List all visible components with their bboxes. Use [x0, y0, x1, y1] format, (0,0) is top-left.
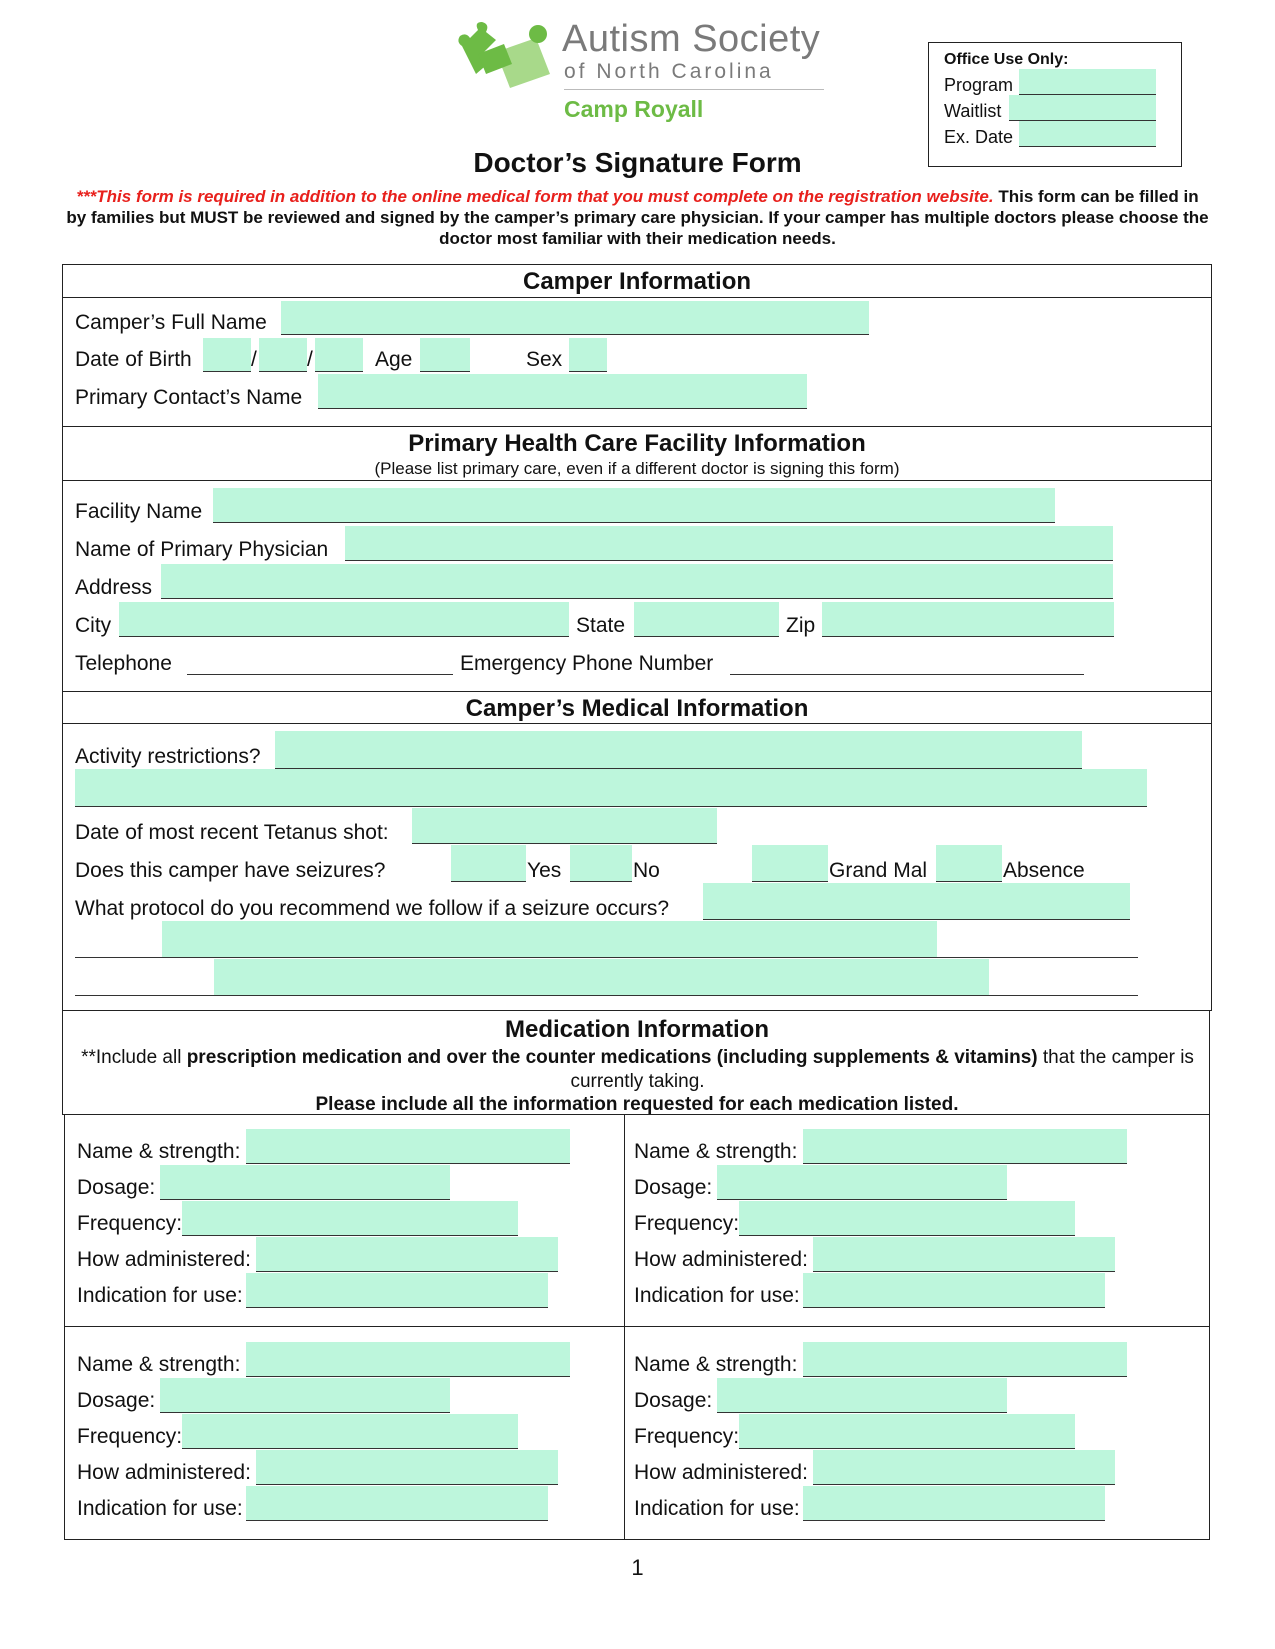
medication-field-input[interactable]	[717, 1378, 1007, 1413]
office-waitlist-field[interactable]	[1009, 95, 1156, 121]
sex-field[interactable]	[569, 338, 607, 372]
medication-field-input[interactable]	[803, 1273, 1105, 1308]
medication-field-label: Name & strength:	[634, 1353, 798, 1376]
medication-field-label: Indication for use:	[634, 1497, 800, 1520]
medication-field-input[interactable]	[717, 1165, 1007, 1200]
telephone-label: Telephone	[75, 652, 172, 675]
medication-field-label: Dosage:	[77, 1176, 156, 1199]
seizures-no-field[interactable]	[570, 845, 632, 882]
medication-field-label: Frequency:	[77, 1425, 183, 1448]
medication-field-label: Indication for use:	[77, 1284, 243, 1307]
medication-heading: Medication Information	[505, 1016, 769, 1043]
grand-mal-field[interactable]	[752, 845, 828, 882]
medication-field-input[interactable]	[813, 1237, 1115, 1272]
office-waitlist-label: Waitlist	[944, 101, 1002, 121]
tetanus-label: Date of most recent Tetanus shot:	[75, 821, 389, 844]
intro-required-note: ***This form is required in addition to the online medical form that you must complete on the registration website.	[76, 187, 994, 206]
medication-field-input[interactable]	[256, 1450, 558, 1485]
restrictions-field[interactable]	[275, 731, 1082, 769]
office-program-field[interactable]	[1019, 69, 1156, 95]
zip-field[interactable]	[822, 602, 1114, 637]
org-name: Autism Society	[562, 18, 821, 60]
medication-field-label: Dosage:	[77, 1389, 156, 1412]
age-label: Age	[375, 348, 413, 371]
medication-field-input[interactable]	[739, 1201, 1075, 1236]
divider	[62, 297, 1212, 298]
medication-field-label: Indication for use:	[634, 1284, 800, 1307]
medication-field-label: Dosage:	[634, 1176, 713, 1199]
medication-field-label: How administered:	[634, 1461, 808, 1484]
divider	[64, 1326, 1210, 1327]
medication-field-label: Name & strength:	[634, 1140, 798, 1163]
office-exdate-field[interactable]	[1019, 121, 1156, 147]
seizures-yes-field[interactable]	[451, 845, 526, 882]
restrictions-field-line2[interactable]	[75, 769, 1147, 807]
medication-note-bold: prescription medication and over the counter medications (including supplements & vitamins)	[186, 1047, 1038, 1068]
medication-field-label: Indication for use:	[77, 1497, 243, 1520]
grand-mal-label: Grand Mal	[829, 859, 928, 882]
medication-field-label: Name & strength:	[77, 1353, 241, 1376]
full-name-field[interactable]	[281, 301, 869, 335]
address-label: Address	[75, 576, 153, 599]
dob-month-field[interactable]	[203, 338, 251, 372]
restrictions-label: Activity restrictions?	[75, 745, 261, 768]
medication-field-input[interactable]	[803, 1486, 1105, 1521]
absence-label: Absence	[1003, 859, 1085, 882]
emergency-field[interactable]	[730, 674, 1084, 675]
sex-label: Sex	[526, 348, 563, 371]
protocol-field-line2[interactable]	[162, 921, 937, 958]
medication-field-label: How administered:	[77, 1248, 251, 1271]
facility-name-field[interactable]	[213, 488, 1055, 523]
physician-field[interactable]	[345, 526, 1113, 561]
age-field[interactable]	[420, 338, 470, 372]
seizures-yes-label: Yes	[527, 859, 562, 882]
absence-field[interactable]	[936, 845, 1002, 882]
medication-field-label: Frequency:	[634, 1212, 740, 1235]
page-title: Doctor’s Signature Form	[473, 147, 802, 178]
dob-year-field[interactable]	[315, 338, 363, 372]
seizures-no-label: No	[633, 859, 660, 882]
page-number: 1	[631, 1555, 644, 1580]
medication-note-line3: Please include all the information requested for each medication listed.	[315, 1094, 959, 1115]
medication-field-label: Dosage:	[634, 1389, 713, 1412]
medication-field-label: How administered:	[634, 1248, 808, 1271]
medication-field-input[interactable]	[182, 1414, 518, 1449]
seizures-label: Does this camper have seizures?	[75, 859, 386, 882]
physician-label: Name of Primary Physician	[75, 538, 329, 561]
puzzle-logo-icon	[452, 18, 557, 93]
facility-subheading: (Please list primary care, even if a different doctor is signing this form)	[374, 459, 900, 478]
protocol-field-line3[interactable]	[214, 959, 989, 996]
contact-field[interactable]	[318, 374, 807, 409]
facility-name-label: Facility Name	[75, 500, 203, 523]
medication-field-input[interactable]	[160, 1165, 450, 1200]
dob-label: Date of Birth	[75, 348, 192, 371]
address-field[interactable]	[161, 564, 1113, 599]
telephone-field[interactable]	[187, 674, 453, 675]
medication-field-input[interactable]	[803, 1129, 1127, 1164]
state-field[interactable]	[634, 602, 779, 637]
state-label: State	[576, 614, 626, 637]
city-label: City	[75, 614, 112, 637]
divider	[62, 480, 1212, 481]
contact-label: Primary Contact’s Name	[75, 386, 303, 409]
emergency-label: Emergency Phone Number	[460, 652, 714, 675]
protocol-field[interactable]	[703, 883, 1130, 920]
medication-field-input[interactable]	[246, 1129, 570, 1164]
medication-field-label: Name & strength:	[77, 1140, 241, 1163]
dob-day-field[interactable]	[259, 338, 307, 372]
medication-note-post: that the camper is currently taking.	[570, 1047, 1194, 1092]
medication-note-pre: **Include all	[81, 1047, 187, 1068]
protocol-label: What protocol do you recommend we follow if a seizure occurs?	[75, 897, 670, 920]
divider	[624, 1114, 625, 1540]
medication-field-input[interactable]	[803, 1342, 1127, 1377]
medication-field-input[interactable]	[160, 1378, 450, 1413]
intro-instructions: This form can be filled in by families but MUST be reviewed and signed by the camper’s primary care physician. If your camper has multiple doctors please choose the doctor most familiar with their medication needs.	[66, 187, 1209, 248]
medication-field-input[interactable]	[813, 1450, 1115, 1485]
medication-field-label: Frequency:	[77, 1212, 183, 1235]
intro-text	[65, 186, 1210, 249]
divider	[62, 723, 1212, 724]
tetanus-field[interactable]	[412, 808, 717, 844]
medical-heading: Camper’s Medical Information	[465, 695, 809, 722]
dob-slash: /	[307, 348, 313, 371]
camp-name: Camp Royall	[564, 96, 704, 122]
medication-field-input[interactable]	[256, 1237, 558, 1272]
medication-note	[70, 1046, 1205, 1094]
logo	[452, 18, 832, 128]
medication-field-input[interactable]	[739, 1414, 1075, 1449]
medication-field-input[interactable]	[246, 1342, 570, 1377]
org-subname: of North Carolina	[564, 60, 774, 83]
medication-field-label: How administered:	[77, 1461, 251, 1484]
medication-field-input[interactable]	[182, 1201, 518, 1236]
office-exdate-label: Ex. Date	[944, 127, 1014, 147]
zip-label: Zip	[786, 614, 816, 637]
dob-slash: /	[251, 348, 257, 371]
medication-field-label: Frequency:	[634, 1425, 740, 1448]
medication-field-input[interactable]	[246, 1486, 548, 1521]
full-name-label: Camper’s Full Name	[75, 311, 267, 334]
facility-heading: Primary Health Care Facility Information	[408, 430, 866, 457]
office-use-title: Office Use Only:	[944, 51, 1069, 68]
logo-divider	[564, 89, 824, 90]
city-field[interactable]	[119, 602, 569, 637]
camper-heading: Camper Information	[522, 268, 752, 295]
office-program-label: Program	[944, 75, 1014, 95]
medication-field-input[interactable]	[246, 1273, 548, 1308]
